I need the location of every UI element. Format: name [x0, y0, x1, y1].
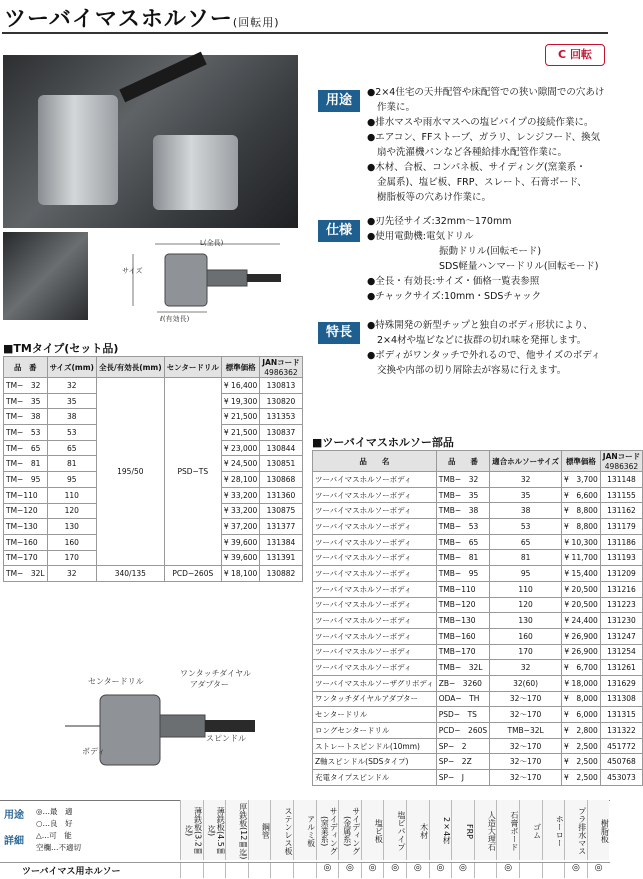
tm-header: 全長/有効長(mm) [96, 357, 164, 378]
part-jan: 131155 [600, 487, 642, 503]
spec-line: SDS軽量ハンマードリル(回転モード) [439, 261, 599, 272]
usage-list [367, 85, 604, 205]
tm-code: TM−130 [4, 519, 48, 535]
suitability-mark [474, 863, 497, 878]
part-jan: 131254 [600, 644, 642, 660]
part-name: ツーバイマスホルソーボディ [313, 597, 437, 613]
tm-jan: 131391 [260, 550, 302, 566]
part-price: ¥ 15,400 [562, 566, 601, 582]
feature-line: 2×4材や塩ビなどに抜群の切れ味を発揮します。 [377, 335, 587, 346]
tm-size: 32 [47, 566, 96, 582]
material-column: ステンレス板 [270, 800, 293, 860]
material-column: 薄鉄板(4.5㎜迄) [203, 800, 226, 860]
material-column: アルミ板 [293, 800, 316, 860]
part-price: ¥ 10,300 [562, 534, 601, 550]
part-jan: 131216 [600, 581, 642, 597]
part-fit: 110 [490, 581, 562, 597]
tm-price: ¥ 21,500 [221, 409, 259, 425]
tm-size: 81 [47, 456, 96, 472]
part-price: ¥ 26,900 [562, 628, 601, 644]
part-fit: 35 [490, 487, 562, 503]
table-row [313, 644, 643, 660]
part-code: TMB−110 [436, 581, 489, 597]
part-code: TMB− 81 [436, 550, 489, 566]
part-jan: 453073 [600, 770, 642, 786]
usage-photo [3, 232, 88, 320]
product-photo [3, 55, 298, 228]
table-row [313, 675, 643, 691]
part-fit: 95 [490, 566, 562, 582]
suitability-mark: ◎ [316, 863, 339, 878]
spec-line: 振動ドリル(回転モード) [439, 246, 542, 257]
material-column: 木材 [406, 800, 429, 860]
table-row [313, 519, 643, 535]
tm-price: ¥ 19,300 [221, 393, 259, 409]
part-fit: 32 [490, 472, 562, 488]
spec-line: ●刃先径サイズ:32mm〜170mm [367, 216, 512, 227]
tm-jan: 130813 [260, 378, 302, 394]
suitability-mark: ◎ [564, 863, 587, 878]
tm-size: 35 [47, 393, 96, 409]
feature-line: 交換や内部の切り屑除去が容易に行えます。 [377, 365, 567, 376]
suitability-mark [248, 863, 271, 878]
tm-price: ¥ 39,600 [221, 534, 259, 550]
tm-price: ¥ 39,600 [221, 550, 259, 566]
suitability-mark [519, 863, 542, 878]
part-jan: 131322 [600, 723, 642, 739]
part-fit: 160 [490, 628, 562, 644]
part-name: ワンタッチダイヤルアダプター [313, 691, 437, 707]
part-code: PCD− 260S [436, 723, 489, 739]
part-fit: 32〜170 [490, 738, 562, 754]
table-row [313, 597, 643, 613]
part-price: ¥ 6,600 [562, 487, 601, 503]
usage-line: 樹脂板等の穴あけ作業に。 [377, 192, 492, 203]
part-code: SP− J [436, 770, 489, 786]
legend [36, 806, 81, 854]
part-name: Z軸スピンドル(SDSタイプ) [313, 754, 437, 770]
tm-size: 110 [47, 487, 96, 503]
parts-header: 適合ホルソーサイズ [490, 451, 562, 472]
part-jan: 131223 [600, 597, 642, 613]
tm-size: 53 [47, 425, 96, 441]
tm-drill: PCD−260S [164, 566, 221, 582]
material-column: 人造大理石 [474, 800, 497, 860]
part-fit: 170 [490, 644, 562, 660]
title-suffix: (回転用) [232, 16, 280, 29]
tm-price: ¥ 24,500 [221, 456, 259, 472]
effective-length-label: ℓ(有効長) [160, 315, 190, 323]
table-row [313, 754, 643, 770]
feature-line: ●ボディがワンタッチで外れるので、他サイズのボディ [367, 350, 601, 361]
tm-size: 38 [47, 409, 96, 425]
part-price: ¥ 20,500 [562, 597, 601, 613]
adapter-label: アダプター [190, 680, 229, 689]
tm-price: ¥ 33,200 [221, 487, 259, 503]
tm-header: JANコード 4986362 [260, 357, 302, 378]
part-price: ¥ 26,900 [562, 644, 601, 660]
features-heading: 特長 [318, 322, 360, 344]
tm-size: 65 [47, 440, 96, 456]
part-fit: 53 [490, 519, 562, 535]
material-column: 塩ビ板 [361, 800, 384, 860]
table-row [313, 660, 643, 676]
part-code: PSD− TS [436, 707, 489, 723]
tm-jan: 131377 [260, 519, 302, 535]
tm-price: ¥ 21,500 [221, 425, 259, 441]
table-row [313, 707, 643, 723]
part-fit: TMB−32L [490, 723, 562, 739]
material-column: ホーロー [542, 800, 565, 860]
part-code: TMB− 32 [436, 472, 489, 488]
table-row [313, 581, 643, 597]
part-fit: 32 [490, 660, 562, 676]
tm-size: 160 [47, 534, 96, 550]
dimension-diagram [95, 232, 295, 324]
legend-item: △…可 能 [36, 831, 72, 840]
tm-code: TM− 81 [4, 456, 48, 472]
tm-jan: 130851 [260, 456, 302, 472]
material-column: 塩ビパイプ [383, 800, 406, 860]
part-price: ¥ 20,500 [562, 581, 601, 597]
part-code: TMB− 95 [436, 566, 489, 582]
part-name: センタードリル [313, 707, 437, 723]
specs-heading: 仕様 [318, 220, 360, 242]
spindle-label: スピンドル [206, 734, 246, 743]
part-price: ¥ 6,700 [562, 660, 601, 676]
material-column: 薄鉄板(3.2㎜迄) [180, 800, 203, 860]
part-jan: 131230 [600, 613, 642, 629]
part-price: ¥ 8,800 [562, 503, 601, 519]
part-name: ツーバイマスホルソーボディ [313, 503, 437, 519]
tm-size: 130 [47, 519, 96, 535]
tm-header: サイズ(mm) [47, 357, 96, 378]
table-row [4, 378, 303, 394]
table-row [313, 503, 643, 519]
tm-jan: 130875 [260, 503, 302, 519]
part-price: ¥ 2,500 [562, 770, 601, 786]
part-code: SP− 2 [436, 738, 489, 754]
part-fit: 38 [490, 503, 562, 519]
tm-code: TM−160 [4, 534, 48, 550]
tm-price: ¥ 37,200 [221, 519, 259, 535]
tm-code: TM− 95 [4, 472, 48, 488]
one-touch-label: ワンタッチダイヤル [180, 669, 252, 678]
table-row [313, 472, 643, 488]
specs-list [367, 214, 598, 304]
suitability-mark: ◎ [361, 863, 384, 878]
tm-code: TM−120 [4, 503, 48, 519]
material-column: 石膏ボード [496, 800, 519, 860]
part-jan: 451772 [600, 738, 642, 754]
material-column: プラ排水マス [564, 800, 587, 860]
usage-line: 作業に。 [377, 102, 416, 113]
material-column: 2×4材 [429, 800, 452, 860]
tm-length: 195/50 [96, 378, 164, 566]
part-fit: 32(60) [490, 675, 562, 691]
suitability-mark: ◎ [406, 863, 429, 878]
parts-table [312, 450, 643, 786]
tm-price: ¥ 33,200 [221, 503, 259, 519]
spec-line: ●使用電動機:電気ドリル [367, 231, 474, 242]
tm-size: 120 [47, 503, 96, 519]
spindle-photo [119, 52, 206, 103]
legend-item: 空欄…不適切 [36, 843, 81, 852]
part-jan: 131162 [600, 503, 642, 519]
parts-header: 品 名 [313, 451, 437, 472]
tm-code: TM− 53 [4, 425, 48, 441]
part-jan: 131315 [600, 707, 642, 723]
part-price: ¥ 2,500 [562, 754, 601, 770]
table-row [313, 566, 643, 582]
suitability-mark: ◎ [587, 863, 610, 878]
tm-jan: 130882 [260, 566, 302, 582]
suitability-mark [293, 863, 316, 878]
part-price: ¥ 2,800 [562, 723, 601, 739]
table-row [313, 770, 643, 786]
part-name: ツーバイマスホルソーボディ [313, 519, 437, 535]
part-jan: 131209 [600, 566, 642, 582]
tm-jan: 130820 [260, 393, 302, 409]
part-code: TMB−170 [436, 644, 489, 660]
detail-label: 詳細 [4, 836, 24, 847]
product-name: ツーバイマス用ホルソー [22, 867, 121, 877]
part-name: ツーバイマスホルソーボディ [313, 613, 437, 629]
tm-price: ¥ 16,400 [221, 378, 259, 394]
table-row [313, 487, 643, 503]
usage-line: 金属系)、塩ビ板、FRP、スレート、石膏ボード、 [377, 177, 587, 188]
parts-table-title: ■ツーバイマスホルソー部品 [312, 436, 454, 449]
part-fit: 32〜170 [490, 691, 562, 707]
part-name: ロングセンタードリル [313, 723, 437, 739]
tm-size: 95 [47, 472, 96, 488]
part-name: ツーバイマスホルソーボディ [313, 534, 437, 550]
part-code: SP− 2Z [436, 754, 489, 770]
rotation-badge: C 回転 [545, 44, 605, 66]
tm-code: TM− 65 [4, 440, 48, 456]
part-fit: 81 [490, 550, 562, 566]
part-fit: 32〜170 [490, 754, 562, 770]
tm-header: センタードリル [164, 357, 221, 378]
size-label: サイズ [122, 267, 143, 275]
part-jan: 450768 [600, 754, 642, 770]
part-price: ¥ 8,800 [562, 519, 601, 535]
part-fit: 32〜170 [490, 707, 562, 723]
tm-code: TM− 32 [4, 378, 48, 394]
tm-code: TM−110 [4, 487, 48, 503]
legend-item: ◎…最 適 [36, 807, 73, 816]
holesaw-photo-2 [153, 135, 238, 210]
part-fit: 120 [490, 597, 562, 613]
part-price: ¥ 6,000 [562, 707, 601, 723]
material-column: 樹脂板 [587, 800, 610, 860]
suitability-mark [180, 863, 203, 878]
part-code: TMB− 53 [436, 519, 489, 535]
suitability-mark: ◎ [496, 863, 519, 878]
use-label: 用途 [4, 810, 24, 821]
title-rule [2, 32, 608, 34]
tm-drill: PSD−TS [164, 378, 221, 566]
features-list [367, 318, 600, 378]
part-jan: 131261 [600, 660, 642, 676]
part-code: TMB− 35 [436, 487, 489, 503]
tm-code: TM− 32L [4, 566, 48, 582]
usage-line: ●排水マスや雨水マスへの塩ビパイプの接続作業に。 [367, 117, 594, 128]
part-price: ¥ 11,700 [562, 550, 601, 566]
holesaw-photo-1 [38, 95, 118, 205]
tm-size: 170 [47, 550, 96, 566]
tm-jan: 131360 [260, 487, 302, 503]
part-code: TMB−160 [436, 628, 489, 644]
tm-table-title: ■TMタイプ(セット品) [3, 342, 119, 355]
part-name: 充電タイプスピンドル [313, 770, 437, 786]
table-row [4, 566, 303, 582]
part-fit: 32〜170 [490, 770, 562, 786]
tm-header: 標準価格 [221, 357, 259, 378]
tm-price: ¥ 28,100 [221, 472, 259, 488]
part-jan: 131629 [600, 675, 642, 691]
usage-line: ●エアコン、FFストーブ、ガラリ、レンジフード、換気 [367, 132, 601, 143]
page-title: ツーバイマスホルソー(回転用) [4, 7, 280, 32]
tm-code: TM−170 [4, 550, 48, 566]
table-row [313, 613, 643, 629]
tm-jan: 130837 [260, 425, 302, 441]
part-price: ¥ 2,500 [562, 738, 601, 754]
material-column: 鋼管 [248, 800, 271, 860]
length-label: L(全長) [200, 239, 224, 247]
part-code: TMB− 32L [436, 660, 489, 676]
tm-code: TM− 38 [4, 409, 48, 425]
parts-header: JANコード 4986362 [600, 451, 642, 472]
part-price: ¥ 8,000 [562, 691, 601, 707]
suitability-mark: ◎ [383, 863, 406, 878]
parts-header: 標準価格 [562, 451, 601, 472]
part-name: ツーバイマスホルソーボディ [313, 472, 437, 488]
part-price: ¥ 18,000 [562, 675, 601, 691]
table-row [313, 723, 643, 739]
material-column: サイディング(窯業系) [316, 800, 339, 860]
suitability-mark [542, 863, 565, 878]
material-column: ゴム [519, 800, 542, 860]
tm-size: 32 [47, 378, 96, 394]
tm-price: ¥ 18,100 [221, 566, 259, 582]
material-column: FRP [451, 800, 474, 860]
part-jan: 131247 [600, 628, 642, 644]
tm-jan: 130868 [260, 472, 302, 488]
tm-code: TM− 35 [4, 393, 48, 409]
part-fit: 65 [490, 534, 562, 550]
part-code: TMB− 38 [436, 503, 489, 519]
table-row [313, 550, 643, 566]
suitability-mark [270, 863, 293, 878]
parts-header: 品 番 [436, 451, 489, 472]
center-drill-label: センタードリル [88, 677, 144, 686]
part-name: ツーバイマスホルソーボディ [313, 581, 437, 597]
suitability-mark [225, 863, 248, 878]
legend-item: ○…良 好 [36, 819, 73, 828]
table-row [313, 534, 643, 550]
suitability-mark [203, 863, 226, 878]
suitability-mark: ◎ [429, 863, 452, 878]
part-jan: 131193 [600, 550, 642, 566]
part-name: ツーバイマスホルソーボディ [313, 644, 437, 660]
material-column: サイディング(金属系) [338, 800, 361, 860]
usage-line: ●木材、合板、コンパネ板、サイディング(窯業系・ [367, 162, 586, 173]
part-jan: 131308 [600, 691, 642, 707]
usage-heading: 用途 [318, 90, 360, 112]
part-name: ツーバイマスホルソーボディ [313, 566, 437, 582]
body-label: ボディ [82, 747, 106, 756]
part-jan: 131179 [600, 519, 642, 535]
usage-line: ●2×4住宅の天井配管や床配管での狭い隙間での穴あけ [367, 87, 605, 98]
tm-jan: 130844 [260, 440, 302, 456]
part-jan: 131186 [600, 534, 642, 550]
part-code: TMB−120 [436, 597, 489, 613]
feature-line: ●特殊開発の新型チップと独自のボディ形状により、 [367, 320, 593, 331]
part-name: ツーバイマスホルソーボディ [313, 660, 437, 676]
part-price: ¥ 3,700 [562, 472, 601, 488]
part-name: ツーバイマスホルソーザグリボディ [313, 675, 437, 691]
part-fit: 130 [490, 613, 562, 629]
part-code: ZB− 3260 [436, 675, 489, 691]
table-row [313, 738, 643, 754]
suitability-mark: ◎ [338, 863, 361, 878]
part-code: TMB−130 [436, 613, 489, 629]
tm-jan: 131353 [260, 409, 302, 425]
part-code: TMB− 65 [436, 534, 489, 550]
tm-table [3, 356, 303, 582]
tm-price: ¥ 23,000 [221, 440, 259, 456]
spec-line: ●全長・有効長:サイズ・価格一覧表参照 [367, 276, 540, 287]
tm-length: 340/135 [96, 566, 164, 582]
part-name: ツーバイマスホルソーボディ [313, 628, 437, 644]
part-name: ツーバイマスホルソーボディ [313, 550, 437, 566]
part-name: ストレートスピンドル(10mm) [313, 738, 437, 754]
part-price: ¥ 24,400 [562, 613, 601, 629]
tm-header: 品 番 [4, 357, 48, 378]
spec-line: ●チャックサイズ:10mm・SDSチャック [367, 291, 542, 302]
tm-jan: 131384 [260, 534, 302, 550]
material-column: 厚鉄板(12㎜迄) [225, 800, 248, 860]
part-name: ツーバイマスホルソーボディ [313, 487, 437, 503]
part-code: ODA− TH [436, 691, 489, 707]
part-jan: 131148 [600, 472, 642, 488]
table-row [313, 691, 643, 707]
usage-line: 扇や洗濯機パンなど各種給排水配管作業に。 [377, 147, 568, 158]
table-row [313, 628, 643, 644]
suitability-mark: ◎ [451, 863, 474, 878]
